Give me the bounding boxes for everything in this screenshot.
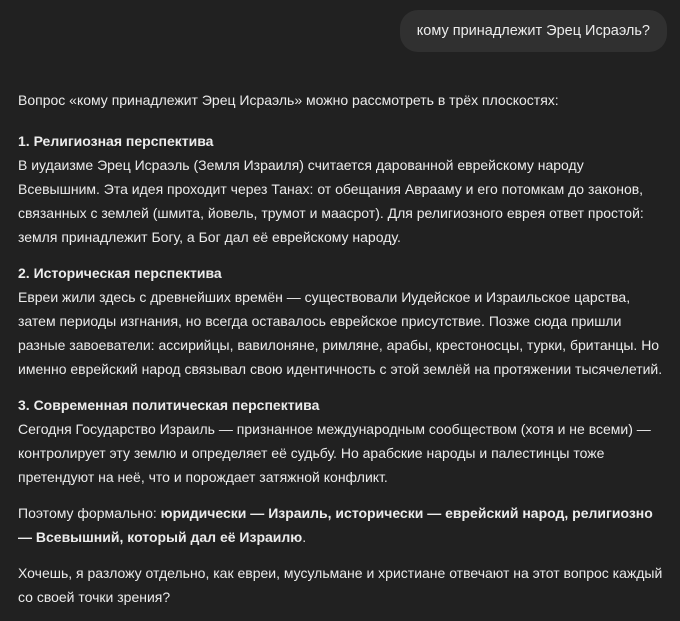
section-body: Сегодня Государство Израиль — признанное международным сообществом (хотя и не всеми) — контролирует эту землю и определяет её судьбу. Но арабские народы и палестинцы тоже претендуют на неё, что и порождает затяжной конфликт. — [18, 421, 651, 485]
assistant-response — [18, 88, 668, 621]
user-message-bubble — [400, 10, 667, 52]
section-political — [18, 393, 668, 489]
section-heading: 2. Историческая перспектива — [18, 265, 222, 281]
conclusion-prefix: Поэтому формально: — [18, 505, 161, 521]
section-body: Евреи жили здесь с древнейших времён — существовали Иудейское и Израильское царства, затем периоды изгнания, но всегда оставалось еврейское присутствие. Позже сюда пришли разные завоеватели: ассирийцы, вавилоняне, римляне, арабы, крестоносцы, турки, британцы. Но именно еврейский народ связывал свою идентичность с этой землёй на протяжении тысячелетий. — [18, 289, 663, 377]
section-historical — [18, 261, 668, 381]
section-religious — [18, 129, 668, 249]
section-heading: 1. Религиозная перспектива — [18, 133, 214, 149]
section-heading: 3. Современная политическая перспектива — [18, 397, 320, 413]
response-intro: Вопрос «кому принадлежит Эрец Исраэль» можно рассмотреть в трёх плоскостях: — [18, 92, 559, 108]
response-followup: Хочешь, я разложу отдельно, как евреи, мусульмане и христиане отвечают на этот вопрос каждый со своей точки зрения? — [18, 565, 663, 605]
conclusion-bold: юридически — Израиль, исторически — еврейский народ, религиозно — Всевышний, который дал её Израилю — [18, 505, 653, 545]
user-message-text: кому принадлежит Эрец Исраэль? — [416, 23, 650, 39]
section-body: В иудаизме Эрец Исраэль (Земля Израиля) считается дарованной еврейскому народу Всевышним. Эта идея проходит через Танах: от обещания Аврааму и его потомкам до законов, связанных с землей (шмита, йовель, трумот и маасрот). Для религиозного еврея ответ простой: земля принадлежит Богу, а Бог дал её еврейскому народу. — [18, 157, 644, 245]
response-conclusion — [18, 501, 668, 549]
conclusion-suffix: . — [302, 529, 307, 545]
